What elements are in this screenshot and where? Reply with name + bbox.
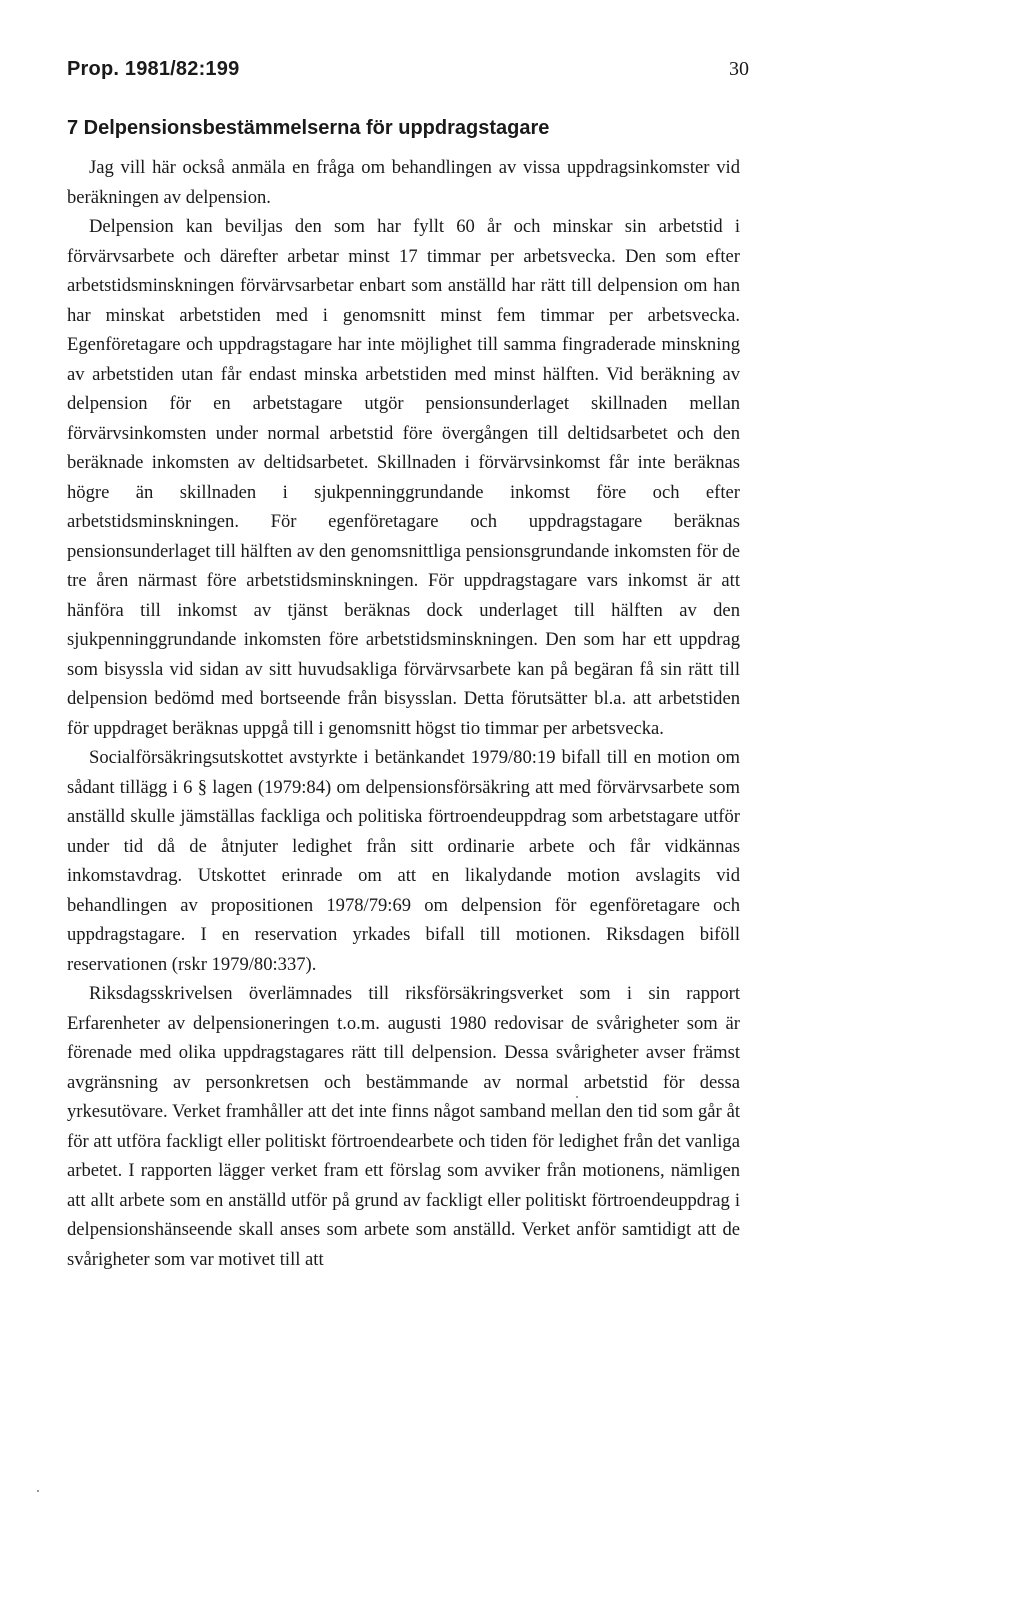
- paragraph-1: Jag vill här också anmäla en fråga om behandlingen av vissa uppdragsinkomster vid beräkningen av delpension.: [67, 157, 740, 208]
- page-number: 30: [729, 58, 749, 80]
- page-header: [67, 58, 749, 88]
- paragraph-3: Socialförsäkringsutskottet avstyrkte i betänkandet 1979/80:19 bifall till en motion om sådant tillägg i 6 § lagen (1979:84) om delpensionsförsäkring att med förvärvsarbete som anställd skulle jämställas fackliga och politiska förtroendeuppdrag som arbetstagare utför under tid då de åtnjuter ledighet från sitt ordinarie arbete och får vidkännas inkomstavdrag. Utskottet erinrade om att en likalydande motion avslagits vid behandlingen av propositionen 1978/79:69 om delpension för egenföretagare och uppdragstagare. I en reservation yrkades bifall till motionen. Riksdagen biföll reservationen (rskr 1979/80:337).: [67, 747, 740, 975]
- scan-speck: [37, 1490, 39, 1492]
- scan-speck: [576, 1096, 578, 1098]
- section-heading: 7 Delpensionsbestämmelserna för uppdragstagare: [67, 117, 550, 139]
- document-reference: Prop. 1981/82:199: [67, 58, 240, 80]
- paragraph-4: Riksdagsskrivelsen överlämnades till riksförsäkringsverket som i sin rapport Erfarenheter av delpensioneringen t.o.m. augusti 1980 redovisar de svårigheter som är förenade med olika uppdragstagares rätt till delpension. Dessa svårigheter avser främst avgränsning av personkretsen och bestämmande av normal arbetstid för dessa yrkesutövare. Verket framhåller att det inte finns något samband mellan den tid som går åt för att utföra fackligt eller politiskt förtroendearbete och tiden för ledighet från det vanliga arbetet. I rapporten lägger verket fram ett förslag som avviker från motionens, nämligen att allt arbete som en anställd utför på grund av fackligt eller politiskt förtroendeuppdrag i delpensionshänseende skall anses som arbete som anställd. Verket anför samtidigt att de svårigheter som var motivet till att: [67, 983, 740, 1270]
- paragraph-2: Delpension kan beviljas den som har fyllt 60 år och minskar sin arbetstid i förvärvsarbete och därefter arbetar minst 17 timmar per arbetsvecka. Den som efter arbetstidsminskningen förvärvsarbetar enbart som anställd har rätt till delpension om han har minskat arbetstiden med i genomsnitt minst fem timmar per arbetsvecka. Egenföretagare och uppdragstagare har inte möjlighet till samma fingraderade minskning av arbetstiden utan får endast minska arbetstiden med minst hälften. Vid beräkning av delpension för en arbetstagare utgör pensionsunderlaget skillnaden mellan förvärvsinkomsten under normal arbetstid före övergången till deltidsarbetet och den beräknade inkomsten av deltidsarbetet. Skillnaden i förvärvsinkomst får inte beräknas högre än skillnaden i sjukpenninggrundande inkomst före och efter arbetstidsminskningen. För egenföretagare och uppdragstagare beräknas pensionsunderlaget till hälften av den genomsnittliga pensionsgrundande inkomsten för de tre åren närmast före arbetstidsminskningen. För uppdragstagare vars inkomst är att hänföra till inkomst av tjänst beräknas dock underlaget till hälften av den sjukpenninggrundande inkomsten före arbetstidsminskningen. Den som har ett uppdrag som bisyssla vid sidan av sitt huvudsakliga förvärvsarbete kan på begäran få sin rätt till delpension bedömd med bortseende från bisysslan. Detta förutsätter bl.a. att arbetstiden för uppdraget beräknas uppgå till i genomsnitt högst tio timmar per arbetsvecka.: [67, 216, 740, 739]
- body-text: [67, 153, 740, 1274]
